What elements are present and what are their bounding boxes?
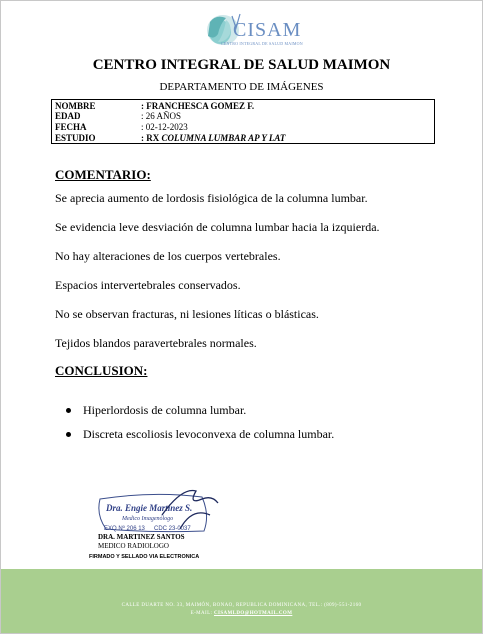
stamp-cdc-text: CDC 23-0037	[154, 526, 191, 532]
bullet-icon	[66, 408, 71, 413]
signed-note: FIRMADO Y SELLADO VIA ELECTRONICA	[89, 554, 200, 560]
comment-line: No hay alteraciones de los cuerpos vertebrales.	[55, 249, 281, 263]
doctor-name: DRA. MARTINEZ SANTOS	[98, 533, 185, 541]
study-label: ESTUDIO	[55, 133, 96, 143]
comment-line: Se aprecia aumento de lordosis fisiológica de la columna lumbar.	[55, 191, 368, 205]
date-label: FECHA	[55, 122, 87, 132]
footer-email-line	[0, 611, 483, 616]
comment-line: Espacios intervertebrales conservados.	[55, 278, 241, 292]
logo-wordmark: CISAM	[233, 19, 302, 41]
study-prefix: : RX	[141, 133, 162, 143]
study-value-wrap	[141, 133, 285, 143]
bullet-icon	[66, 432, 71, 437]
comment-heading: COMENTARIO:	[55, 167, 151, 182]
conclusion-item-text: Hiperlordosis de columna lumbar.	[83, 403, 247, 417]
footer-email-link[interactable]: CISAMLDO@HOTMAIL.COM	[213, 611, 293, 616]
footer-email-label: E-MAIL:	[190, 611, 213, 616]
name-label: NOMBRE	[55, 101, 96, 111]
comment-line: Se evidencia leve desviación de columna lumbar hacia la izquierda.	[55, 220, 380, 234]
stamp-exq-text: EXQ Nº 206 13	[104, 526, 145, 532]
signature-block	[98, 533, 185, 551]
department-title: DEPARTAMENTO DE IMÁGENES	[159, 81, 324, 93]
doctor-title: MEDICO RADIOLOGO	[98, 542, 169, 550]
name-value: : FRANCHESCA GOMEZ F.	[141, 101, 255, 111]
comment-line: Tejidos blandos paravertebrales normales.	[55, 336, 257, 350]
logo-subtitle: CENTRO INTEGRAL DE SALUD MAIMON	[221, 41, 303, 46]
comment-line: No se observan fracturas, ni lesiones líticas o blásticas.	[55, 307, 319, 321]
stamp-name-text: Dra. Engie Martinez S.	[106, 503, 193, 513]
age-value: : 26 AÑOS	[141, 111, 182, 121]
study-value: COLUMNA LUMBAR AP Y LAT	[161, 133, 286, 143]
conclusion-heading: CONCLUSION:	[55, 363, 148, 378]
conclusion-item-text: Discreta escoliosis levoconvexa de columna lumbar.	[83, 427, 335, 441]
footer-band	[1, 569, 482, 633]
patient-info-table	[51, 99, 435, 144]
age-label: EDAD	[55, 111, 81, 121]
footer-address: CALLE DUARTE NO. 33, MAIMÓN, BONAO, REPUBLICA DOMINICANA, TEL.: (809)-551-2160	[121, 603, 362, 608]
date-value: : 02-12-2023	[141, 122, 188, 132]
doctor-stamp-icon	[92, 485, 232, 535]
page-title: CENTRO INTEGRAL DE SALUD MAIMON	[92, 57, 391, 73]
stamp-role-text: Medico Imagenólogo	[122, 516, 174, 522]
